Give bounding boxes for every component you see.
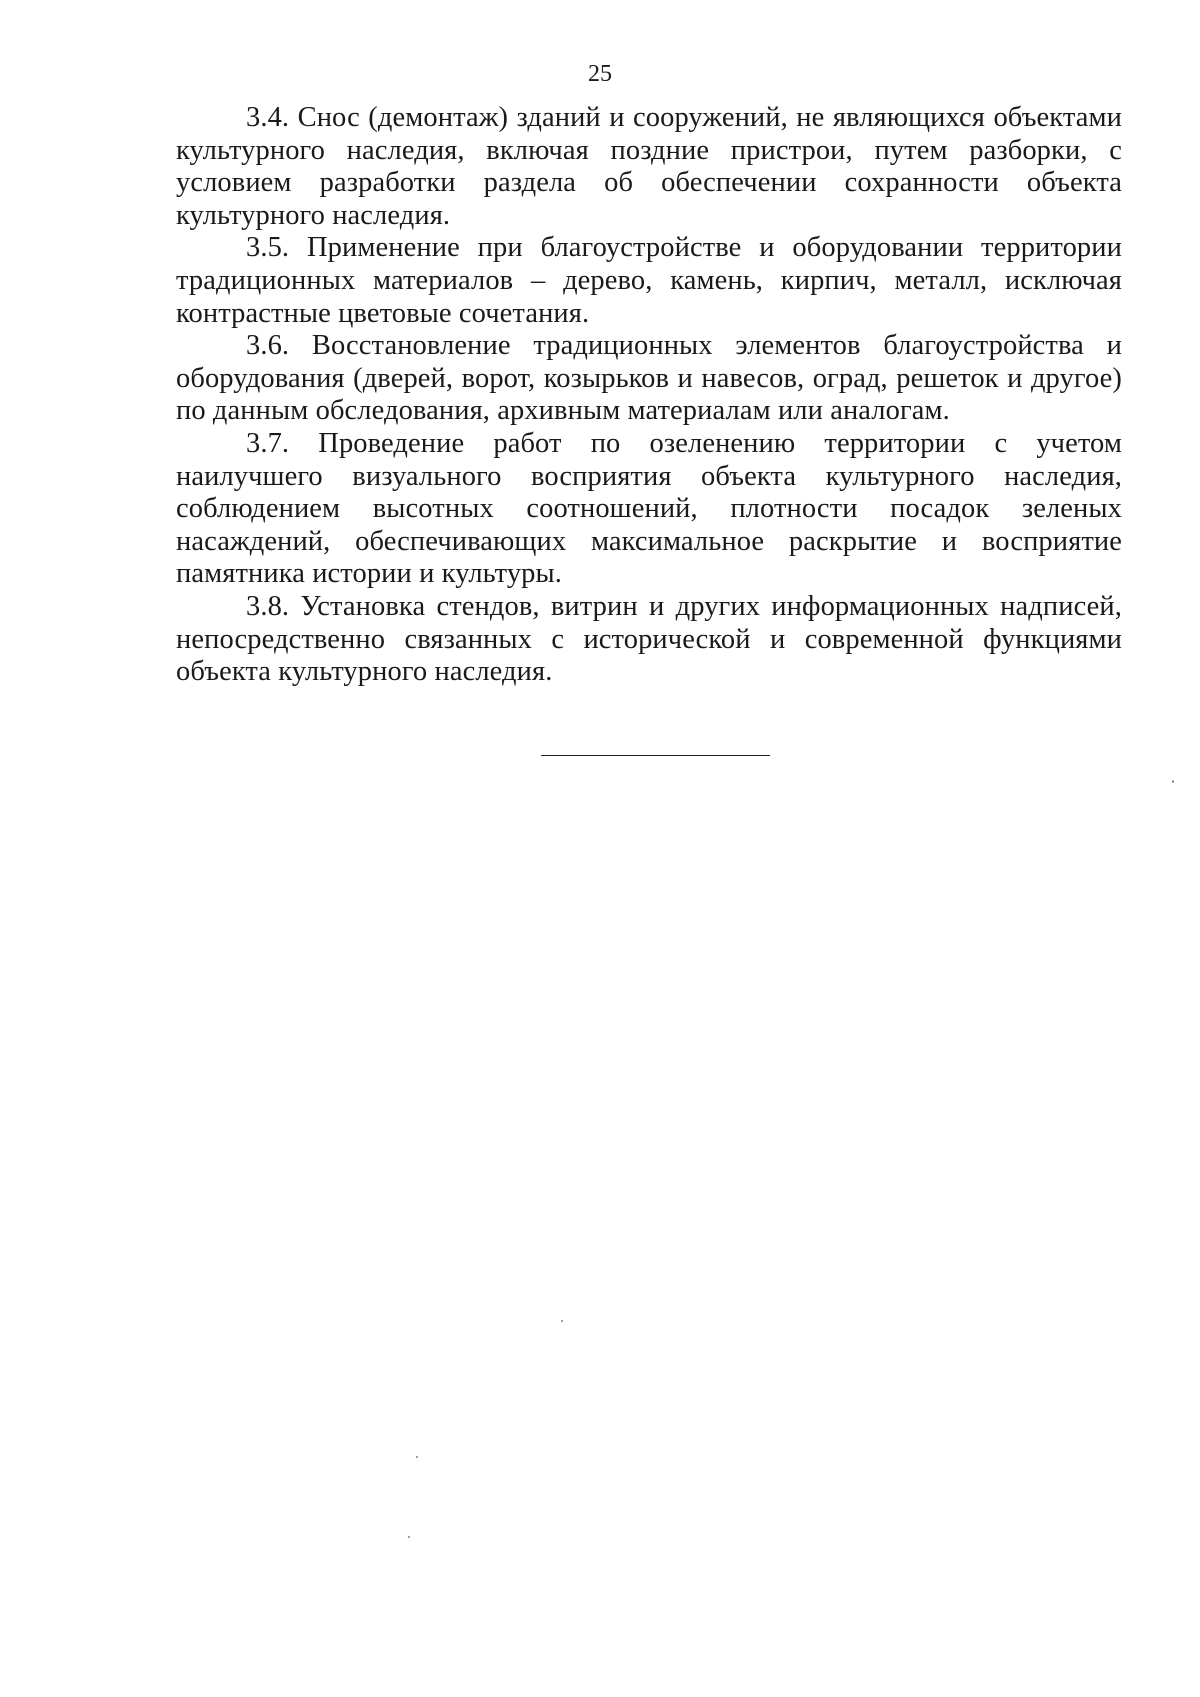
document-body bbox=[176, 102, 1122, 689]
scan-speck bbox=[561, 1320, 563, 1322]
page-number: 25 bbox=[588, 61, 612, 87]
scan-speck bbox=[1172, 780, 1174, 783]
clause-3-4: 3.4. Снос (демонтаж) зданий и сооружений, не являющихся объектами культурного наследия, включая поздние пристрои, путем разборки, с условием разработки раздела об обеспечении сохранности объекта культурного наследия. bbox=[176, 102, 1122, 231]
end-separator-line bbox=[541, 755, 770, 756]
clause-3-6: 3.6. Восстановление традиционных элементов благоустройства и оборудования (дверей, ворот, козырьков и навесов, оград, решеток и другое) по данным обследования, архивным материалам или аналогам. bbox=[176, 330, 1122, 427]
clause-3-5: 3.5. Применение при благоустройстве и оборудовании территории традиционных материалов – дерево, камень, кирпич, металл, исключая контрастные цветовые сочетания. bbox=[176, 232, 1122, 329]
clause-3-7: 3.7. Проведение работ по озеленению территории с учетом наилучшего визуального восприятия объекта культурного наследия, соблюдением высотных соотношений, плотности посадок зеленых насаждений, обеспечивающих максимальное раскрытие и восприятие памятника истории и культуры. bbox=[176, 427, 1122, 590]
scan-speck bbox=[416, 1456, 418, 1458]
scan-speck bbox=[408, 1536, 410, 1538]
clause-3-8: 3.8. Установка стендов, витрин и других информационных надписей, непосредственно связанных с исторической и современной функциями объекта культурного наследия. bbox=[176, 590, 1122, 688]
